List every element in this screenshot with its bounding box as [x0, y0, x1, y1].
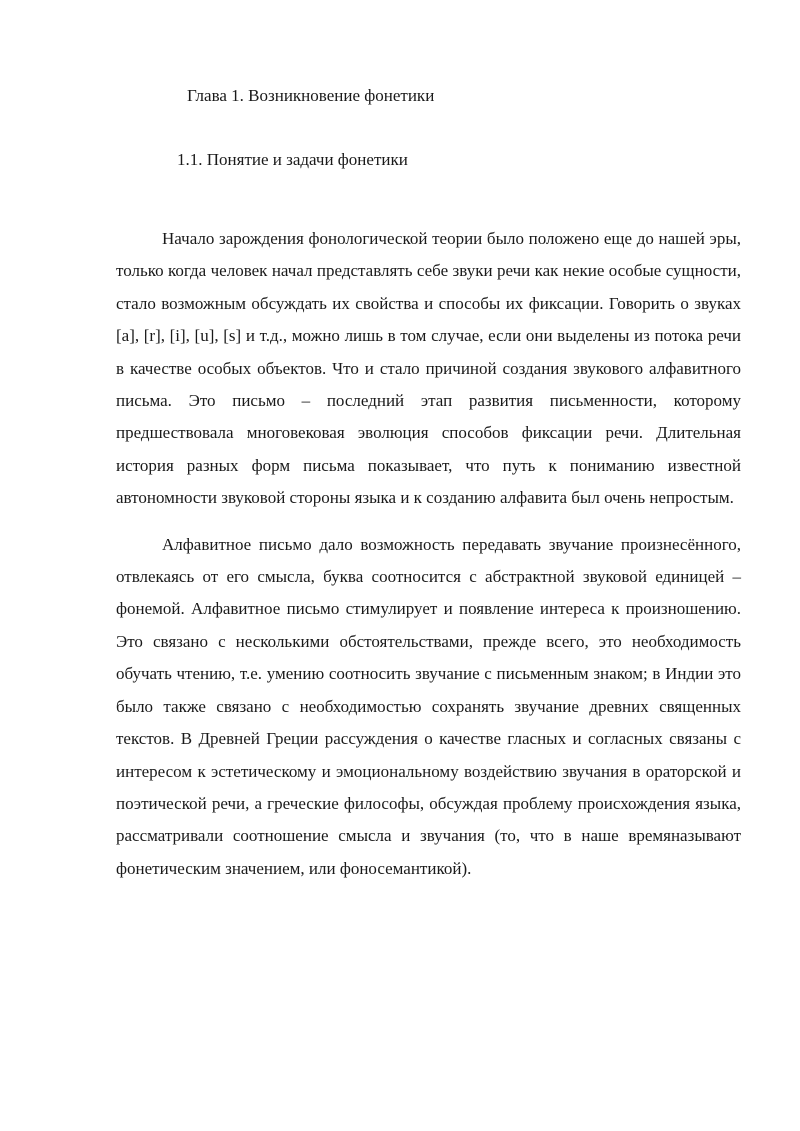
body-text	[116, 223, 741, 885]
section-title: 1.1. Понятие и задачи фонетики	[177, 150, 408, 169]
paragraph-2: Алфавитное письмо дало возможность передавать звучание произнесённого, отвлекаясь от его смысла, буква соотносится с абстрактной звуковой единицей – фонемой. Алфавитное письмо стимулирует и появление интереса к произношению. Это связано с несколькими обстоятельствами, прежде всего, это необходимость обучать чтению, т.е. умению соотносить звучание с письменным знаком; в Индии это было также связано с необходимостью сохранять звучание древних священных текстов. В Древней Греции рассуждения о качестве гласных и согласных связаны с интересом к эстетическому и эмоциональному воздействию звучания в ораторской и поэтической речи, а греческие философы, обсуждая проблему происхождения языка, рассматривали соотношение смысла и звучания (то, что в наше времяназывают фонетическим значением, или фоносемантикой).	[116, 534, 741, 878]
chapter-title: Глава 1. Возникновение фонетики	[187, 86, 435, 105]
paragraph-1: Начало зарождения фонологической теории было положено еще до нашей эры, только когда человек начал представлять себе звуки речи как некие особые сущности, стало возможным обсуждать их свойства и способы их фиксации. Говорить о звуках [a], [r], [i], [u], [s] и т.д., можно лишь в том случае, если они выделены из потока речи в качестве особых объектов. Что и стало причиной создания звукового алфавитного письма. Это письмо – последний этап развития письменности, которому предшествовала многовековая эволюция способов фиксации речи. Длительная история разных форм письма показывает, что путь к пониманию известной автономности звуковой стороны языка и к созданию алфавита был очень непростым.	[116, 229, 741, 508]
